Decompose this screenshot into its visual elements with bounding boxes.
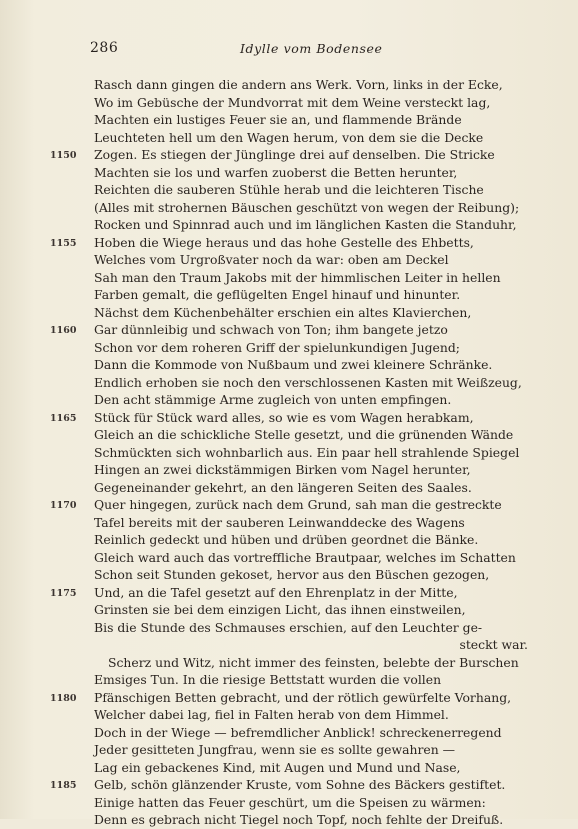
verse-text: Schon vor dem roheren Griff der spielunkundigen Jugend; — [94, 339, 460, 355]
verse-line — [0, 461, 578, 479]
verse-line — [0, 671, 578, 689]
verse-line — [0, 111, 578, 129]
verse-text: Reinlich gedeckt und hüben und drüben geordnet die Bänke. — [94, 532, 479, 547]
verse-text: (Alles mit strohernen Bäuschen geschützt von wegen der Reibung); — [94, 199, 520, 215]
line-number: 1155 — [50, 237, 77, 249]
verse-text: steckt war. — [459, 637, 528, 652]
line-number: 1165 — [50, 412, 77, 424]
verse-line — [0, 426, 578, 444]
verse-line — [0, 531, 578, 549]
verse-text: Gegeneinander gekehrt, an den längeren Seiten des Saales. — [94, 479, 472, 495]
line-number: 1175 — [50, 587, 77, 599]
verse-text: Grinsten sie bei dem einzigen Licht, das ihnen einstweilen, — [94, 602, 466, 617]
verse-text: Nächst dem Küchenbehälter erschien ein altes Klavierchen, — [94, 304, 472, 320]
verse-text: Sah man den Traum Jakobs mit der himmlischen Leiter in hellen — [94, 269, 501, 285]
verse-text: Farben gemalt, die geflügelten Engel hinauf und hinunter. — [94, 287, 461, 302]
verse-text: Hingen an zwei dickstämmigen Birken vom Nagel herunter, — [94, 462, 471, 477]
verse-line — [0, 164, 578, 182]
verse-text: Zogen. Es stiegen der Jünglinge drei auf denselben. Die Stricke — [94, 147, 495, 162]
verse-line — [0, 636, 578, 654]
verse-line — [0, 549, 578, 567]
verse-line — [0, 584, 578, 602]
verse-text: Und, an die Tafel gesetzt auf den Ehrenplatz in der Mitte, — [94, 584, 458, 600]
verse-line — [0, 94, 578, 112]
line-number: 1150 — [50, 150, 77, 161]
verse-line — [0, 479, 578, 497]
verse-text: Denn es gebrach nicht Tiegel noch Topf, noch fehlte der Dreifuß. — [94, 812, 504, 827]
verse-line — [0, 776, 578, 794]
verse-line — [0, 654, 578, 672]
verse-line — [0, 759, 578, 777]
verse-line — [0, 741, 578, 759]
verse-text: Schon seit Stunden gekoset, hervor aus den Büschen gezogen, — [94, 567, 490, 582]
verse-line — [0, 706, 578, 724]
verse-line — [0, 619, 578, 637]
verse-text: Doch in der Wiege — befremdlicher Anblick! schreckenerregend — [94, 724, 502, 740]
verse-text: Rocken und Spinnrad auch und im länglichen Kasten die Standuhr, — [94, 217, 517, 232]
verse-text: Stück für Stück ward alles, so wie es vom Wagen herabkam, — [94, 409, 474, 425]
verse-line — [0, 811, 578, 829]
verse-line — [0, 724, 578, 742]
verse-text: Tafel bereits mit der sauberen Leinwanddecke des Wagens — [94, 514, 465, 530]
verse-text: Wo im Gebüsche der Mundvorrat mit dem Weine versteckt lag, — [94, 94, 491, 110]
verse-text: Schmückten sich wohnbarlich aus. Ein paar hell strahlende Spiegel — [94, 444, 520, 460]
verse-text: Leuchteten hell um den Wagen herum, von dem sie die Decke — [94, 129, 484, 145]
verse-line — [0, 269, 578, 287]
verse-text: Reichten die sauberen Stühle herab und die leichteren Tische — [94, 182, 484, 197]
verse-text: Jeder gesitteten Jungfrau, wenn sie es sollte gewahren — — [94, 742, 456, 757]
verse-line — [0, 444, 578, 462]
verse-text: Gleich an die schickliche Stelle gesetzt, und die grünenden Wände — [94, 427, 514, 442]
verse-text: Scherz und Witz, nicht immer des feinsten, belebte der Burschen — [108, 654, 519, 670]
verse-line — [0, 409, 578, 427]
verse-line — [0, 374, 578, 392]
verse-text: Machten sie los und warfen zuoberst die Betten herunter, — [94, 164, 458, 180]
verse-line — [0, 146, 578, 164]
line-number: 1180 — [50, 692, 77, 704]
running-title: Idylle vom Bodensee — [240, 41, 383, 56]
verse-line — [0, 76, 578, 94]
page-number: 286 — [90, 40, 119, 56]
verse-line — [0, 234, 578, 252]
line-number: 1185 — [50, 780, 77, 791]
verse-line — [0, 286, 578, 304]
verse-text: Machten ein lustiges Feuer sie an, und flammende Brände — [94, 112, 462, 127]
verse-text: Hoben die Wiege heraus und das hohe Gestelle des Ehbetts, — [94, 234, 474, 250]
verse-line — [0, 689, 578, 707]
verse-text: Dann die Kommode von Nußbaum und zwei kleinere Schränke. — [94, 357, 493, 372]
verse-text: Welcher dabei lag, fiel in Falten herab von dem Himmel. — [94, 707, 449, 722]
verse-text: Endlich erhoben sie noch den verschlossenen Kasten mit Weißzeug, — [94, 374, 522, 390]
running-head — [90, 40, 538, 60]
verse-line — [0, 514, 578, 532]
verse-line — [0, 356, 578, 374]
verse-text: Rasch dann gingen die andern ans Werk. Vorn, links in der Ecke, — [94, 77, 503, 92]
verse-text: Gleich ward auch das vortreffliche Brautpaar, welches im Schatten — [94, 549, 516, 565]
verse-line — [0, 496, 578, 514]
verse-text: Den acht stämmige Arme zugleich von unten empfingen. — [94, 392, 452, 407]
line-number: 1170 — [50, 500, 77, 511]
verse-text: Bis die Stunde des Schmauses erschien, auf den Leuchter ge- — [94, 619, 483, 635]
verse-line — [0, 321, 578, 339]
verse-line — [0, 566, 578, 584]
verse-text: Emsiges Tun. In die riesige Bettstatt wurden die vollen — [94, 672, 442, 687]
verse-text: Lag ein gebackenes Kind, mit Augen und Mund und Nase, — [94, 759, 461, 775]
verse-text: Einige hatten das Feuer geschürt, um die Speisen zu wärmen: — [94, 794, 486, 810]
verse-text: Welches vom Urgroßvater noch da war: oben am Deckel — [94, 252, 449, 267]
verse-line — [0, 339, 578, 357]
verse-line — [0, 129, 578, 147]
verse-block — [0, 76, 578, 829]
verse-line — [0, 216, 578, 234]
verse-text: Gelb, schön glänzender Kruste, vom Sohne des Bäckers gestiftet. — [94, 777, 506, 792]
verse-line — [0, 601, 578, 619]
line-number: 1160 — [50, 325, 77, 336]
verse-line — [0, 304, 578, 322]
verse-line — [0, 199, 578, 217]
verse-line — [0, 181, 578, 199]
verse-line — [0, 251, 578, 269]
verse-line — [0, 391, 578, 409]
verse-text: Quer hingegen, zurück nach dem Grund, sah man die gestreckte — [94, 497, 502, 512]
verse-line — [0, 794, 578, 812]
verse-text: Gar dünnleibig und schwach von Ton; ihm bangete jetzo — [94, 322, 448, 337]
verse-text: Pfänschigen Betten gebracht, und der rötlich gewürfelte Vorhang, — [94, 689, 512, 705]
